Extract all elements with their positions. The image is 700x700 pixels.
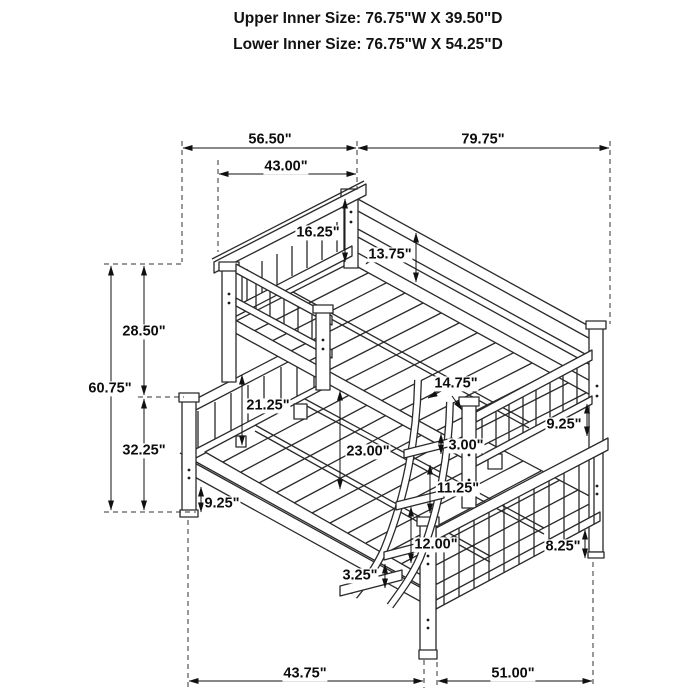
- dim-overall-height: 60.75": [88, 380, 132, 397]
- title-block: [233, 6, 503, 58]
- dim-lower-rail-floor-gap: 8.25": [545, 538, 581, 555]
- dim-overall-width-right: 79.75": [461, 131, 505, 148]
- head-front-post: [222, 270, 236, 382]
- dim-ladder-step-gap-upper: 11.25": [436, 480, 480, 497]
- dim-ladder-bottom-step-height: 3.25": [342, 567, 378, 584]
- dim-floor-depth-front: 43.75": [283, 665, 327, 682]
- dim-ladder-step-gap-lower: 12.00": [414, 536, 458, 553]
- dim-floor-depth-side: 51.00": [491, 665, 535, 682]
- dim-under-bed-clearance: 9.25": [204, 495, 240, 512]
- dim-upper-back-rail-height: 13.75": [368, 246, 412, 263]
- dim-upper-headboard-panel: 16.25": [296, 224, 340, 241]
- dim-upper-to-lower-rail-gap: 9.25": [546, 416, 582, 433]
- lower-head-front-post: [182, 400, 196, 514]
- dim-overall-width-left: 56.50": [248, 131, 292, 148]
- dim-upper-headboard-width: 43.00": [264, 158, 308, 175]
- dim-lower-headboard-height: 32.25": [122, 442, 166, 459]
- dim-rail-gap: 3.00": [448, 437, 484, 454]
- lower-inner-size-title: Lower Inner Size: 76.75"W X 54.25"D: [233, 36, 503, 53]
- dim-upper-section-height: 28.50": [122, 323, 166, 340]
- upper-inner-size-title: Upper Inner Size: 76.75"W X 39.50"D: [233, 10, 503, 27]
- dim-ladder-opening-width: 14.75": [434, 375, 478, 392]
- dim-bunk-gap-height: 23.00": [346, 443, 390, 460]
- dim-lower-headboard-clearance: 21.25": [246, 397, 290, 414]
